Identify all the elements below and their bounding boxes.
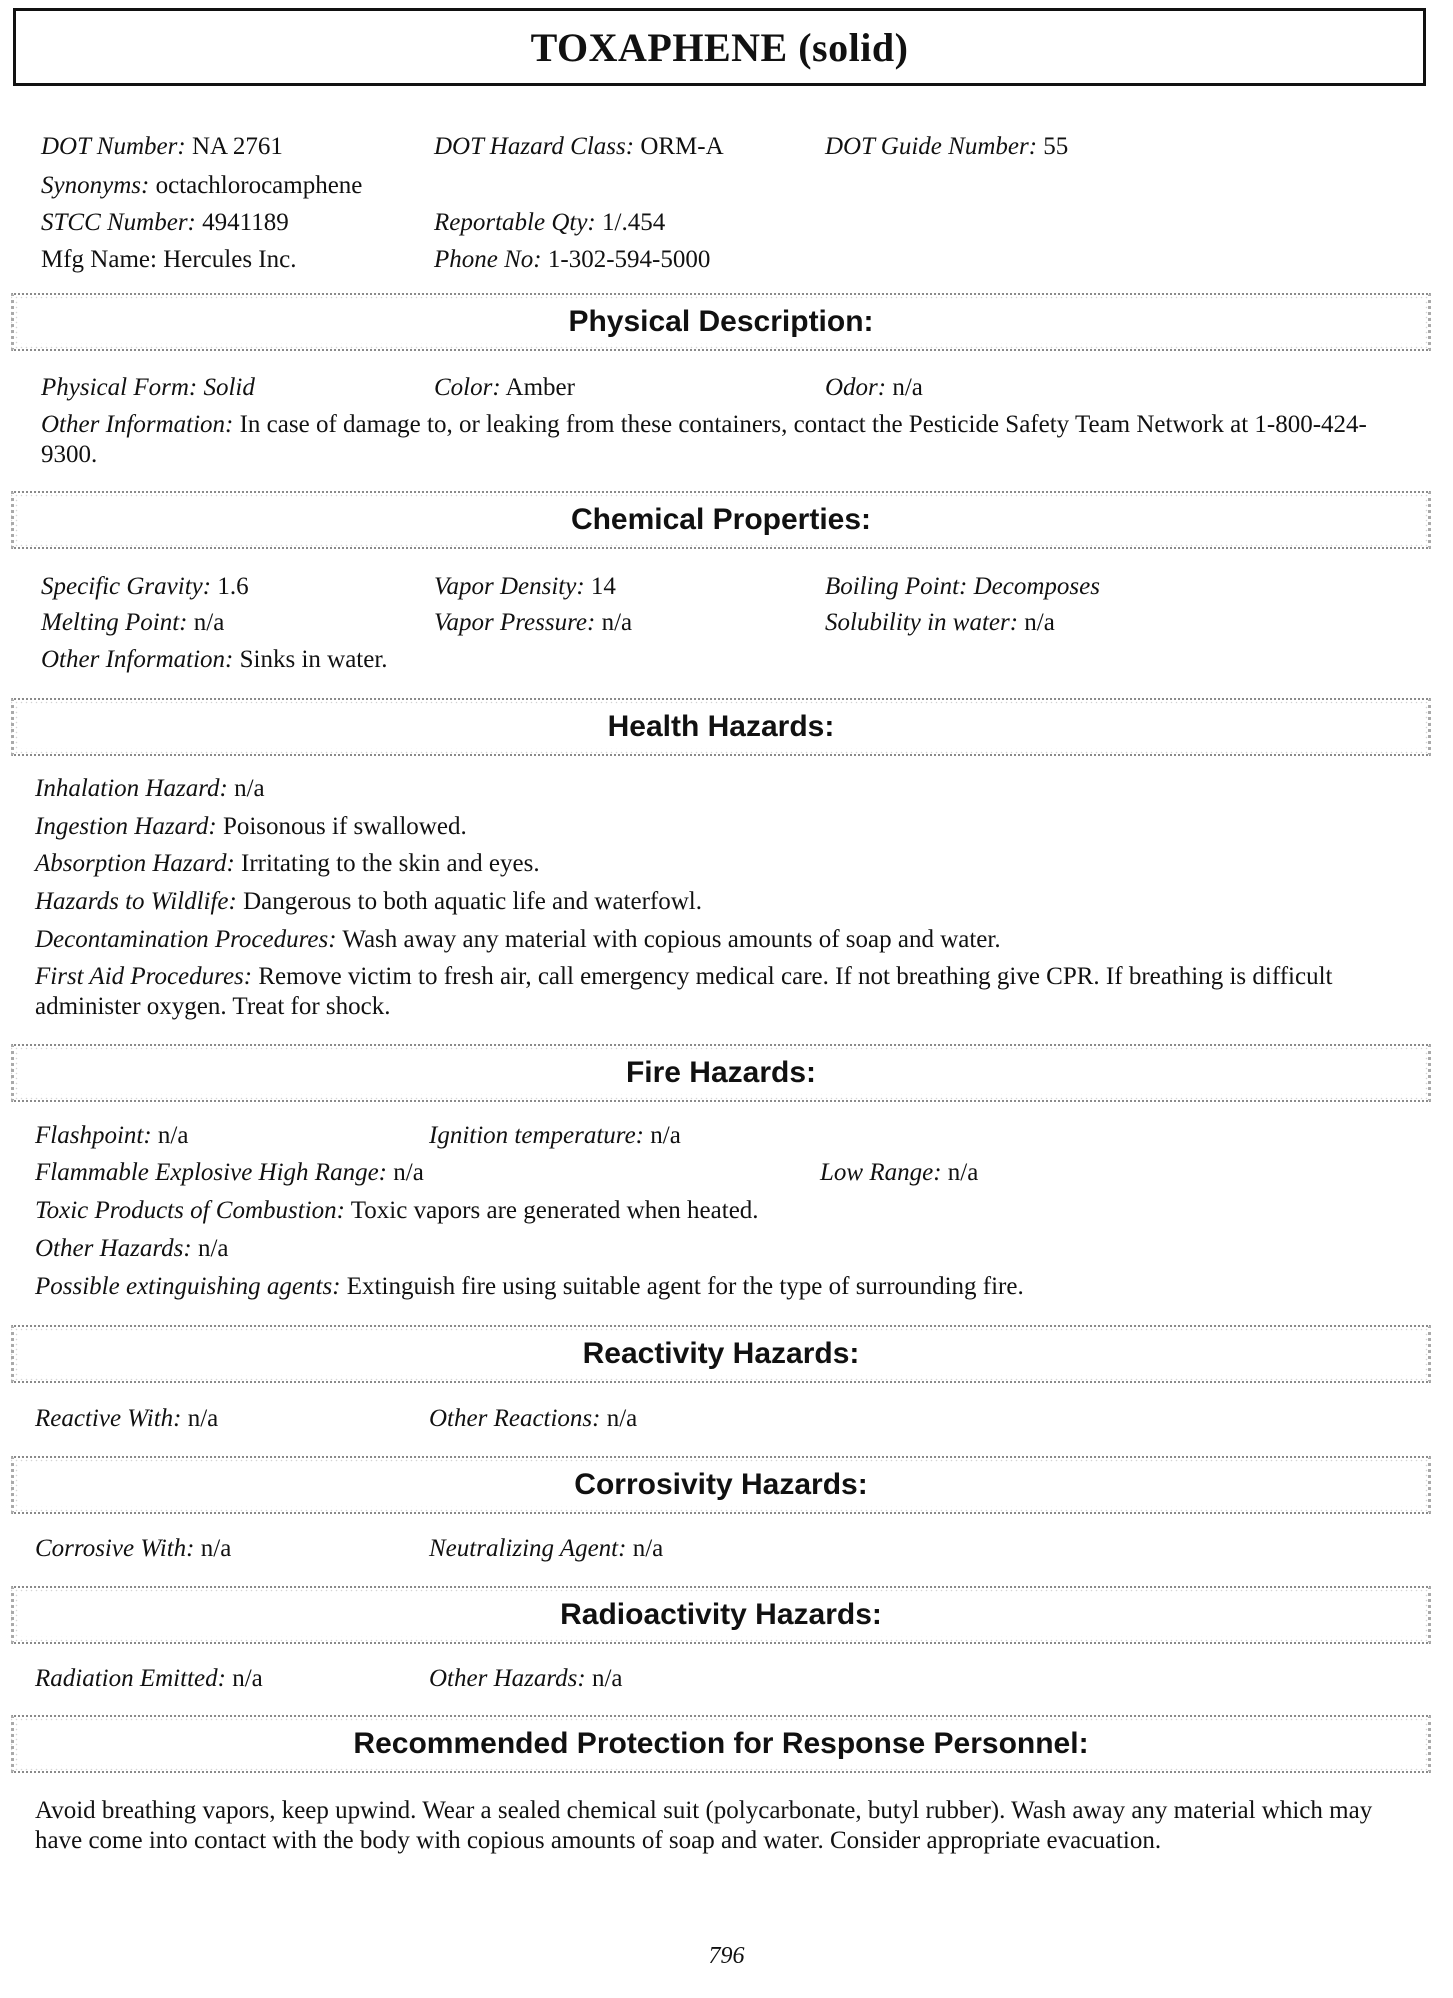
section-header-reactivity — [11, 1325, 1431, 1383]
vapor-density: Vapor Density: 14 — [434, 573, 616, 600]
fire-other-hazards: Other Hazards: n/a — [35, 1235, 229, 1262]
reportable-qty: Reportable Qty: 1/.454 — [434, 209, 666, 236]
first-aid-procedures: First Aid Procedures: Remove victim to fresh air, call emergency medical care. If not breathing give CPR. If breathing is difficult administer oxygen. Treat for shock. — [35, 963, 1333, 1020]
phone-no: Phone No: 1-302-594-5000 — [434, 246, 711, 273]
physical-other-info: Other Information: In case of damage to, or leaking from these containers, contact the Pesticide Safety Team Network at 1-800-424-9300. — [41, 411, 1367, 468]
section-title: Reactivity Hazards: — [582, 1337, 860, 1370]
section-title: Radioactivity Hazards: — [560, 1598, 882, 1631]
stcc-number: STCC Number: 4941189 — [41, 209, 289, 236]
neutralizing-agent: Neutralizing Agent: n/a — [429, 1535, 664, 1562]
section-title: Chemical Properties: — [570, 503, 872, 536]
mfg-name: Mfg Name: Hercules Inc. — [41, 246, 297, 273]
inhalation-hazard: Inhalation Hazard: n/a — [35, 775, 265, 802]
odor: Odor: n/a — [825, 374, 923, 401]
section-header-chemical — [11, 491, 1431, 549]
section-title: Health Hazards: — [607, 710, 835, 743]
section-header-corrosivity — [11, 1456, 1431, 1514]
ignition-temperature: Ignition temperature: n/a — [429, 1122, 681, 1149]
vapor-pressure: Vapor Pressure: n/a — [434, 609, 633, 636]
reactive-with: Reactive With: n/a — [35, 1405, 219, 1432]
section-title: Recommended Protection for Response Personnel: — [353, 1727, 1089, 1760]
extinguishing-agents: Possible extinguishing agents: Extinguish fire using suitable agent for the type of surrounding fire. — [35, 1273, 1024, 1300]
toxic-products: Toxic Products of Combustion: Toxic vapors are generated when heated. — [35, 1197, 759, 1224]
section-header-radioactivity — [11, 1586, 1431, 1644]
physical-form: Physical Form: Solid — [41, 374, 255, 401]
section-title: Fire Hazards: — [625, 1056, 817, 1089]
other-reactions: Other Reactions: n/a — [429, 1405, 638, 1432]
title-box — [13, 8, 1426, 86]
page-title: TOXAPHENE (solid) — [530, 24, 909, 70]
boiling-point: Boiling Point: Decomposes — [825, 573, 1100, 600]
section-title: Physical Description: — [568, 305, 874, 338]
color: Color: Amber — [434, 374, 575, 401]
corrosive-with: Corrosive With: n/a — [35, 1535, 232, 1562]
page-number: 796 — [708, 1943, 745, 1969]
section-header-fire — [11, 1044, 1431, 1102]
wildlife-hazard: Hazards to Wildlife: Dangerous to both aquatic life and waterfowl. — [35, 888, 702, 915]
section-header-health — [11, 698, 1431, 756]
section-header-physical — [11, 293, 1431, 351]
melting-point: Melting Point: n/a — [41, 609, 225, 636]
dot-number: DOT Number: NA 2761 — [41, 133, 283, 160]
dot-guide-number: DOT Guide Number: 55 — [825, 133, 1069, 160]
decontamination-procedures: Decontamination Procedures: Wash away any material with copious amounts of soap and water. — [35, 926, 1001, 953]
section-header-protection — [11, 1715, 1431, 1773]
dot-hazard-class: DOT Hazard Class: ORM-A — [434, 133, 724, 160]
radioactivity-other-hazards: Other Hazards: n/a — [429, 1665, 623, 1692]
specific-gravity: Specific Gravity: 1.6 — [41, 573, 249, 600]
solubility: Solubility in water: n/a — [825, 609, 1055, 636]
chemical-other-info: Other Information: Sinks in water. — [41, 646, 388, 673]
section-title: Corrosivity Hazards: — [574, 1468, 868, 1501]
flashpoint: Flashpoint: n/a — [35, 1122, 189, 1149]
protection-text: Avoid breathing vapors, keep upwind. Wear a sealed chemical suit (polycarbonate, butyl rubber). Wash away any material which may have come into contact with the body with copious amounts of soap and water. Consider appropriate evacuation. — [35, 1797, 1373, 1854]
ingestion-hazard: Ingestion Hazard: Poisonous if swallowed. — [35, 813, 467, 840]
flammable-low-range: Low Range: n/a — [820, 1159, 979, 1186]
absorption-hazard: Absorption Hazard: Irritating to the skin and eyes. — [35, 850, 540, 877]
flammable-high-range: Flammable Explosive High Range: n/a — [35, 1159, 424, 1186]
radiation-emitted: Radiation Emitted: n/a — [35, 1665, 263, 1692]
synonyms: Synonyms: octachlorocamphene — [41, 172, 363, 199]
